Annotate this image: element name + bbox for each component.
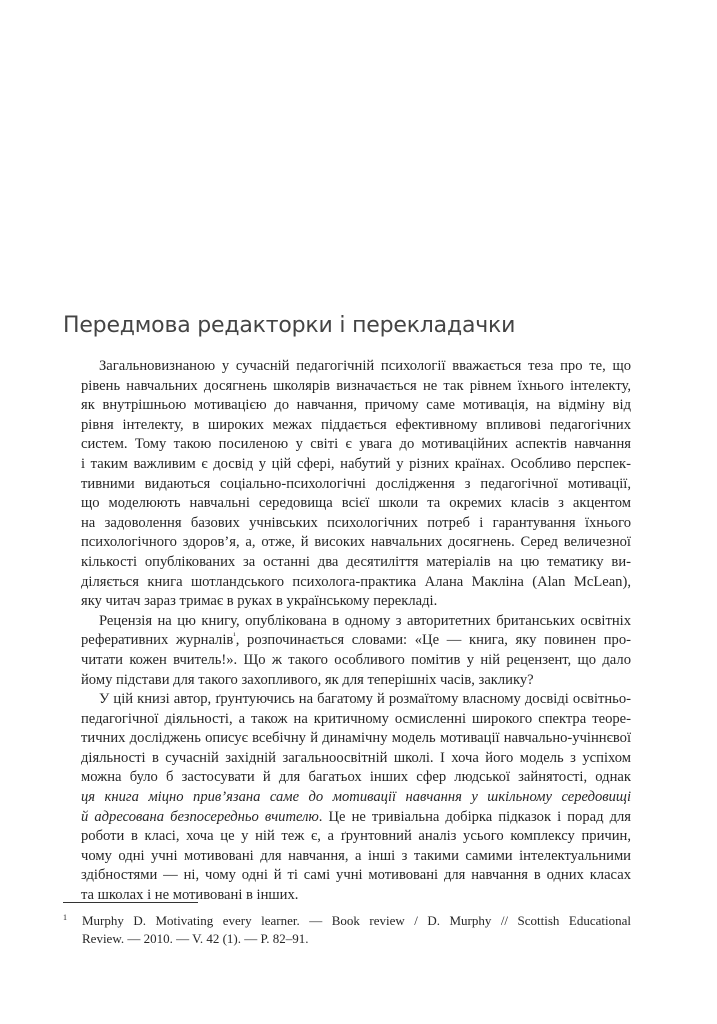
footnote-mark: 1 <box>63 913 67 922</box>
footnote-reference[interactable]: ¹ <box>233 631 236 641</box>
text-line: рівня інтелекту, в широких межах піддається ефективному впливові педагогічних <box>81 416 631 433</box>
text-line: як внутрішньою мотивацією до навчання, причому саме мотивація, на відміну від <box>81 397 631 414</box>
text-line: та школах і не мотивовані в інших. <box>81 887 299 904</box>
text-fragment: , розпочинається словами: «Це — книга, яку повинен про- <box>235 632 631 649</box>
text-line: тивними видаються соціально-психологічні дослідження з педагогічної мотивації, <box>81 475 631 492</box>
text-fragment: реферативних журналів <box>81 632 234 649</box>
text-line: роботи в класі, хоча це у ній теж є, а ґрунтовний аналіз усього комплексу причин, <box>81 828 631 845</box>
paragraph-3 <box>63 690 631 906</box>
body-text <box>63 357 631 906</box>
text-line: рівень навчальних досягнень школярів визначається не так рівнем їхнього інтелекту, <box>81 377 631 394</box>
text-line: чому одні учні мотивовані для навчання, а інші з такими самими інтелектуальними <box>81 847 631 864</box>
footnote-line: Murphy D. Motivating every learner. — Book review / D. Murphy // Scottish Educational <box>82 913 631 928</box>
text-line: яку читач зараз тримає в руках в українському перекладі. <box>81 593 438 610</box>
text-line: У цій книзі автор, ґрунтуючись на багатому й розмаїтому власному досвіді освітньо- <box>99 691 631 708</box>
page-title: Передмова редакторки і перекладачки <box>63 313 516 338</box>
text-line: діяльності в сучасній західній загальноосвітній школі. І хоча його модель з успіхом <box>81 749 631 766</box>
text-line: можна було б застосувати й для багатьох інших сфер людської зайнятості, однак <box>81 769 631 786</box>
text-line: педагогічної діяльності, а також на критичному осмисленні широкого спектра теоре- <box>81 710 631 727</box>
text-line <box>63 808 631 828</box>
text-line: і таким важливим є досвід у цій сфері, набутий у різних країнах. Особливо перспек- <box>81 455 631 472</box>
footnote-divider <box>63 902 198 903</box>
text-line: йому підстави для такого захопливого, як для теперішніх часів, заклику? <box>81 671 534 688</box>
text-line: систем. Тому такою посиленою у світі є увага до мотиваційних аспектів навчання <box>81 436 631 453</box>
italic-emphasis-line: ця книга міцно прив’язана саме до мотивації навчання у шкільному середовищі <box>81 789 631 806</box>
text-line: діляється книга шотландського психолога-практика Алана Макліна (Alan McLean), <box>81 573 631 590</box>
footnote-line: Review. — 2010. — V. 42 (1). — P. 82–91. <box>82 931 309 946</box>
text-fragment: . Це не тривіальна добірка підказок і порад для <box>318 808 631 825</box>
text-line: психологічного здоров’я, а, отже, й високих навчальних досягнень. Серед величезної <box>81 534 631 551</box>
text-line: читати кожен вчитель!». Що ж такого особливого помітив у ній рецензент, що дало <box>81 651 631 668</box>
text-line: на задоволення базових учнівських психологічних потреб і гарантування їхнього <box>81 514 631 531</box>
footnote <box>63 912 631 948</box>
text-line: кількості опублікованих за останні два десятиліття матеріалів на цю тематику ви- <box>81 553 631 570</box>
text-line: Загальновизнаною у сучасній педагогічній психології вважається теза про те, що <box>99 358 631 374</box>
paragraph-1 <box>63 357 631 612</box>
footnote-text <box>82 912 631 948</box>
text-line: тичних досліджень описує всебічну й динамічну модель мотивації навчально-учіннєвої <box>81 730 631 747</box>
text-line <box>63 631 631 651</box>
italic-emphasis: й адресована безпосередньо вчителю <box>81 808 319 825</box>
text-line: здібностями — ні, чому одні й ті самі учні мотивовані для навчання в одних класах <box>81 867 631 884</box>
text-line: Рецензія на цю книгу, опублікована в одному з авторитетних британських освітніх <box>99 612 631 629</box>
text-line: що моделюють навчальні середовища всієї школи та окремих класів з акцентом <box>81 495 631 512</box>
paragraph-2 <box>63 612 631 690</box>
